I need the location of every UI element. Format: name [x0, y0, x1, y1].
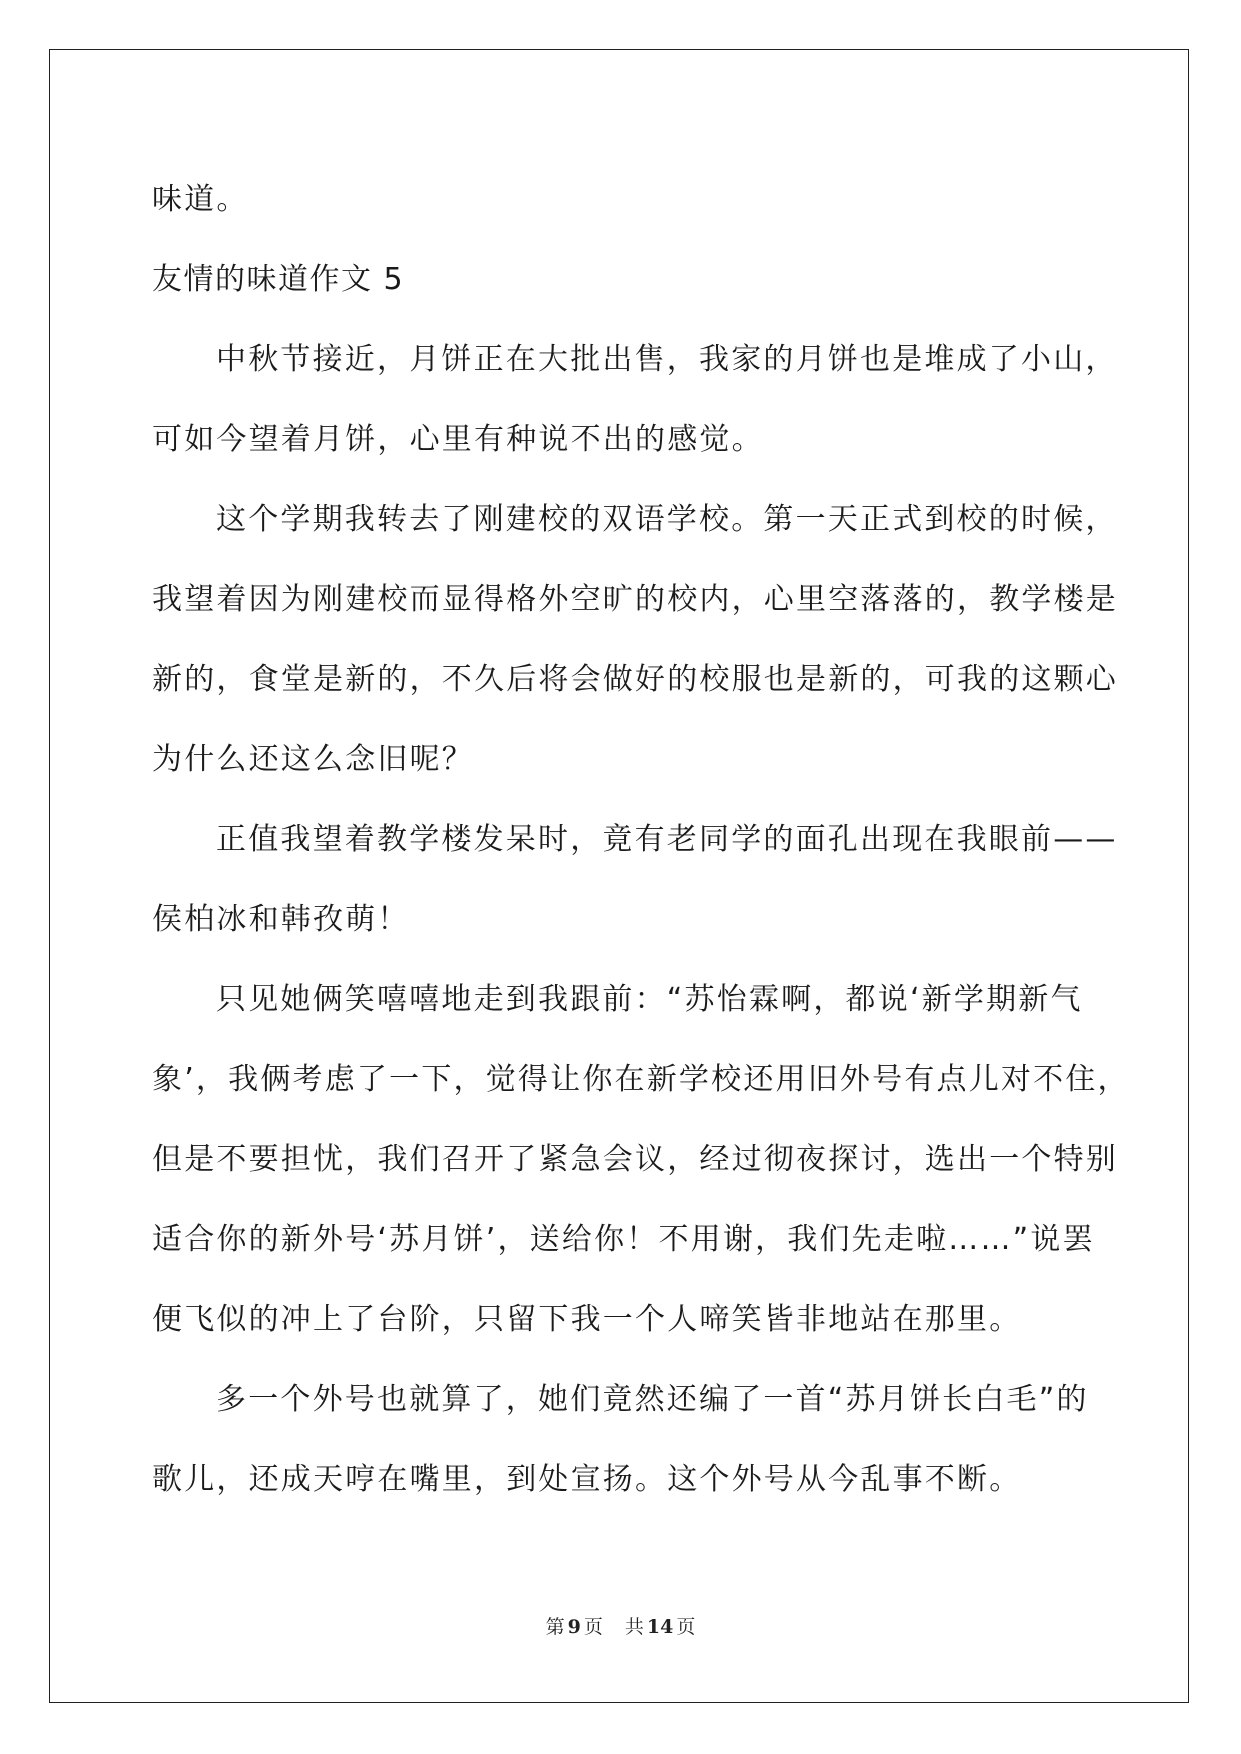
page-footer — [0, 1612, 1241, 1639]
paragraph-first-line: 多一个外号也就算了，她们竟然还编了一首“苏月饼长白毛”的 — [216, 1382, 1089, 1417]
page-total: 14 — [646, 1616, 674, 1638]
text-line: 象’，我俩考虑了一下，觉得让你在新学校还用旧外号有点儿对不住， — [152, 1062, 1130, 1097]
total-prefix: 共 — [624, 1616, 644, 1638]
text-line: 但是不要担忧，我们召开了紧急会议，经过彻夜探讨，选出一个特别 — [152, 1142, 1118, 1177]
text-line: 歌儿，还成天哼在嘴里，到处宣扬。这个外号从今乱事不断。 — [152, 1462, 1022, 1497]
text-line: 为什么还这么念旧呢？ — [152, 742, 474, 777]
paragraph-first-line: 只见她俩笑嘻嘻地走到我跟前：“苏怡霖啊，都说‘新学期新气 — [216, 982, 1083, 1017]
text-line: 适合你的新外号‘苏月饼’，送给你！不用谢，我们先走啦……”说罢 — [152, 1222, 1095, 1257]
text-line: 味道。 — [152, 182, 249, 217]
text-line: 侯柏冰和韩孜萌！ — [152, 902, 410, 937]
text-line: 新的，食堂是新的，不久后将会做好的校服也是新的，可我的这颗心 — [152, 662, 1118, 697]
text-line: 可如今望着月饼，心里有种说不出的感觉。 — [152, 422, 764, 457]
paragraph-first-line: 中秋节接近，月饼正在大批出售，我家的月饼也是堆成了小山， — [216, 342, 1118, 377]
document-body — [152, 160, 1130, 1520]
total-suffix: 页 — [676, 1616, 696, 1638]
page-prefix: 第 — [545, 1616, 565, 1638]
section-title: 友情的味道作文 5 — [152, 262, 405, 297]
text-line: 便飞似的冲上了台阶，只留下我一个人啼笑皆非地站在那里。 — [152, 1302, 1022, 1337]
text-line: 我望着因为刚建校而显得格外空旷的校内，心里空落落的，教学楼是 — [152, 582, 1118, 617]
page-current: 9 — [567, 1616, 581, 1638]
paragraph-first-line: 这个学期我转去了刚建校的双语学校。第一天正式到校的时候， — [216, 502, 1118, 537]
paragraph-first-line: 正值我望着教学楼发呆时，竟有老同学的面孔出现在我眼前—— — [216, 822, 1118, 857]
page-suffix: 页 — [583, 1616, 603, 1638]
